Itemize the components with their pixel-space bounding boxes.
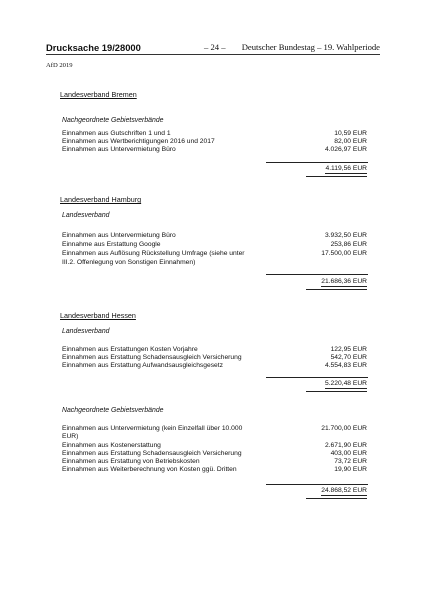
row-label: Einnahmen aus Weiterberechnung von Kosten ggü. Dritten (62, 466, 237, 473)
row-value: 17.500,00 EUR (321, 250, 367, 257)
row-label: Einnahme aus Erstattung Google (62, 241, 161, 248)
row-label: EUR) (62, 433, 79, 440)
row-label: Einnahmen aus Untervermietung (kein Einzelfall über 10.000 (62, 425, 243, 432)
group-subtitle: Nachgeordnete Gebietsverbände (62, 407, 164, 414)
row-label: Einnahmen aus Erstattung Schadensausgleich Versicherung (62, 354, 242, 361)
row-value: 2.671,90 EUR (324, 442, 367, 449)
page-number: – 24 – (204, 42, 226, 52)
group-total (306, 165, 367, 174)
page-header (46, 42, 380, 54)
group-subtitle: Landesverband (62, 328, 110, 335)
row-value: 21.700,00 EUR (321, 425, 367, 432)
row-label: Einnahmen aus Wertberichtigungen 2016 und 2017 (62, 138, 215, 145)
row-value: 82,00 EUR (334, 138, 367, 145)
row-value: 253,86 EUR (330, 241, 367, 248)
drucksache-number: Drucksache 19/28000 (46, 42, 141, 53)
row-label: Einnahmen aus Erstattung von Betriebskosten (62, 458, 200, 465)
total-value: 5.220,48 EUR (324, 380, 367, 387)
total-double-rule (306, 391, 367, 392)
sum-rule (266, 274, 368, 275)
row-label: Einnahmen aus Erstattungen Kosten Vorjahre (62, 346, 198, 353)
row-value: 122,95 EUR (330, 346, 367, 353)
section-title-hamburg: Landesverband Hamburg (60, 195, 142, 204)
group-subtitle: Landesverband (62, 212, 110, 219)
total-double-rule (306, 498, 367, 499)
row-value: 4.026,97 EUR (324, 146, 367, 153)
row-label: Einnahmen aus Kostenerstattung (62, 442, 161, 449)
sum-rule (266, 484, 368, 485)
section-title-hessen: Landesverband Hessen (60, 311, 136, 320)
row-label: Einnahmen aus Untervermietung Büro (62, 146, 176, 153)
total-value: 21.686,36 EUR (321, 278, 367, 285)
party-year-label: AfD 2019 (46, 62, 73, 69)
row-label: Einnahmen aus Untervermietung Büro (62, 232, 176, 239)
row-label: Einnahmen aus Gutschriften 1 und 1 (62, 130, 171, 137)
row-value: 542,70 EUR (330, 354, 367, 361)
total-double-rule (306, 289, 367, 290)
row-value: 3.932,50 EUR (324, 232, 367, 239)
row-value: 19,90 EUR (334, 466, 367, 473)
row-label: Einnahmen aus Erstattung Aufwandsausgleichsgesetz (62, 362, 223, 369)
row-value: 403,00 EUR (330, 450, 367, 457)
sum-rule (266, 162, 368, 163)
group-total (306, 487, 367, 496)
header-rule (46, 54, 380, 55)
row-label: Einnahmen aus Auflösung Rückstellung Umfrage (siehe unter (62, 250, 245, 257)
row-label: III.2. Offenlegung von Sonstigen Einnahmen) (62, 259, 196, 266)
row-value: 73,72 EUR (334, 458, 367, 465)
section-title-bremen: Landesverband Bremen (60, 90, 137, 99)
row-value: 10,59 EUR (334, 130, 367, 137)
sum-rule (266, 377, 368, 378)
row-label: Einnahmen aus Erstattung Schadensausgleich Versicherung (62, 450, 242, 457)
header-source: Deutscher Bundestag – 19. Wahlperiode (241, 42, 380, 52)
group-total (306, 380, 367, 389)
group-subtitle: Nachgeordnete Gebietsverbände (62, 117, 164, 124)
total-value: 24.868,52 EUR (321, 487, 367, 494)
total-value: 4.119,56 EUR (325, 165, 367, 172)
group-total (306, 278, 367, 287)
row-value: 4.554,83 EUR (324, 362, 367, 369)
total-double-rule (306, 176, 367, 177)
